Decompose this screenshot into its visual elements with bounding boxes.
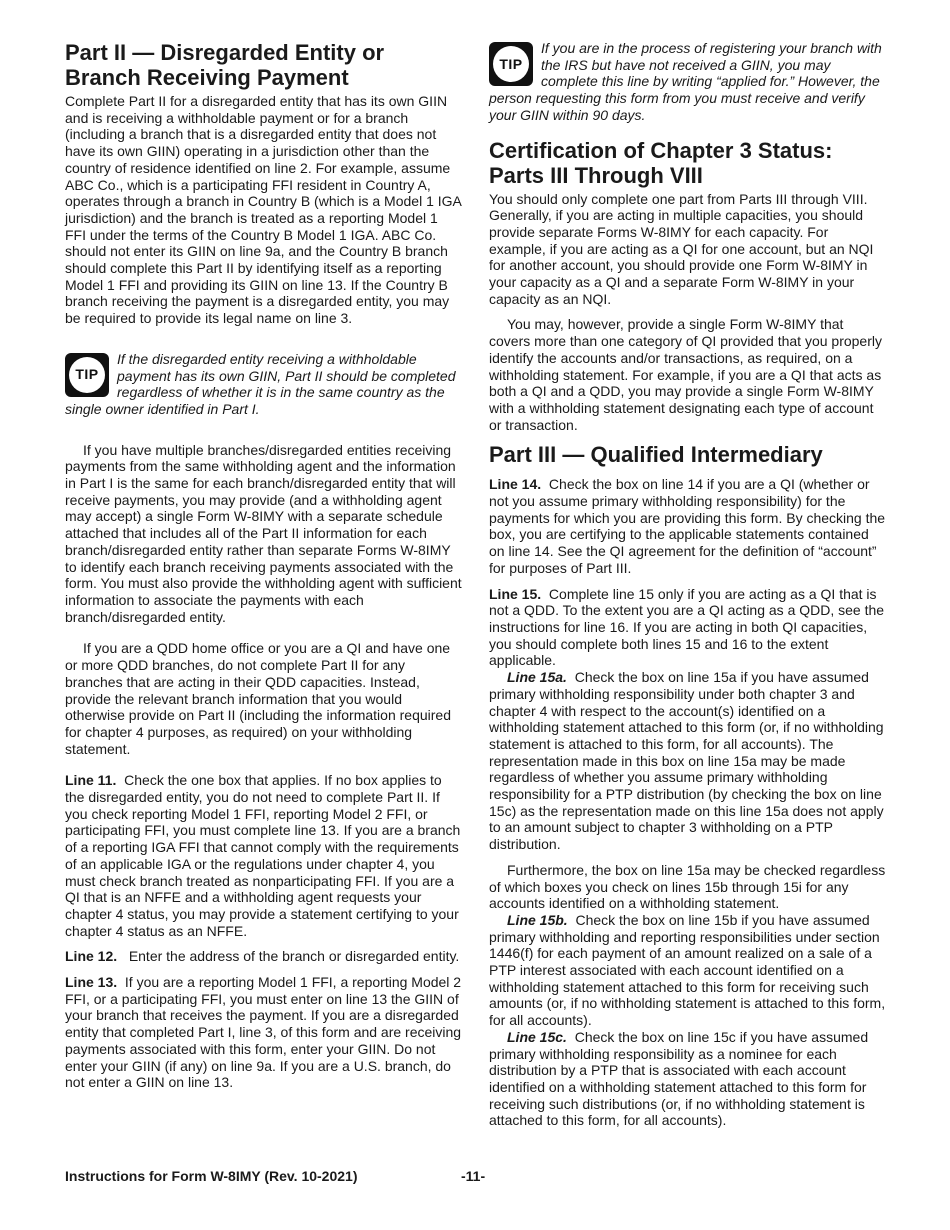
tip-icon bbox=[65, 353, 109, 397]
line12-paragraph bbox=[65, 948, 462, 965]
tip-text: If you are in the process of registering your branch with the IRS but have not received a GIIN, you may complete this line by writing “applied for.” However, the person requesting this form from you must receive and verify your GIIN within 90 days. bbox=[489, 40, 882, 123]
right-column bbox=[489, 40, 886, 1129]
line15c-label: Line 15c. bbox=[507, 1028, 567, 1045]
tip-applied-for bbox=[489, 40, 886, 124]
line11-text: Check the one box that applies. If no box applies to the disregarded entity, you do not need to complete Part II. If you check reporting Model 1 FFI, reporting Model 2 FFI, or participating FFI, you must complete line 13. If you are a branch of a reporting IGA FFI that cannot comply with the requirements of an applicable IGA or the regulations under chapter 4, you must check branch treated as nonparticipating FFI. If you are a QI that is an NFFE and a withholding agent requests your chapter 4 status, you may provide a statement certifying to your chapter 4 status as an NFFE. bbox=[65, 772, 461, 939]
tip-icon bbox=[489, 42, 533, 86]
part3-heading: Part III — Qualified Intermediary bbox=[489, 442, 823, 468]
cert-paragraph-2: You may, however, provide a single Form W-8IMY that covers more than one category of QI provided that you properly identify the accounts and/or transactions, as required, on a withholding statement. For example, if you are a QI that acts as both a QI and a QDD, you may provide a single Form W-8IMY with a withholding statement designating each type of account or transaction. bbox=[489, 316, 882, 433]
line11-label: Line 11. bbox=[65, 772, 117, 789]
furthermore-paragraph: Furthermore, the box on line 15a may be checked regardless of which boxes you check on lines 15b through 15i for any accounts identified on a withholding statement. bbox=[489, 861, 886, 912]
line15-label: Line 15. bbox=[489, 585, 542, 602]
part2-intro: Complete Part II for a disregarded entity that has its own GIIN and is receiving a withholdable payment or for a branch (including a branch that is a disregarded entity that does not have its own GIIN) operating in a jurisdiction other than the country of residence identified on line 2. For example, assume ABC Co., which is a participating FFI resident in Country A, operates through a branch in Country B (which is a Model 1 IGA jurisdiction) and the branch is treated as a reporting Model 1 FFI under the terms of the Country B Model 1 IGA. ABC Co. should not enter its GIIN on line 9a, and the Country B branch should complete this Part II by identifying itself as a reporting Model 1 FFI and providing its GIIN on line 13. If the Country B branch receiving the payment is a disregarded entity, you may be required to provide its legal name on line 3. bbox=[65, 93, 462, 327]
line15a-label: Line 15a. bbox=[507, 669, 567, 686]
line13-label: Line 13. bbox=[65, 974, 118, 991]
line13-paragraph bbox=[65, 974, 462, 1091]
footer-form-title: Instructions for Form W-8IMY (Rev. 10-2021) bbox=[65, 1168, 358, 1184]
line14-label: Line 14. bbox=[489, 476, 542, 493]
part2-heading: Part II — Disregarded Entity or Branch Receiving Payment bbox=[65, 40, 385, 90]
line12-text: Enter the address of the branch or disregarded entity. bbox=[128, 948, 460, 965]
para-multiple-branches: If you have multiple branches/disregarded entities receiving payments from the same withholding agent and the information in Part I is the same for each branch/disregarded entity that will receive payments, you may provide (and a withholding agent may accept) a single Form W-8IMY with a separate schedule attached that includes all of the Part II information for each branch/disregarded entity rather than separate Forms W-8IMY to identify each branch receiving payments associated with the form. You must also provide the withholding agent with sufficient information to associate the payments with each branch/disregarded entity. bbox=[65, 441, 462, 625]
line15b-paragraph bbox=[489, 912, 886, 1029]
para-qdd: If you are a QDD home office or you are a QI and have one or more QDD branches, do not complete Part II for any branches that are acting in their QDD capacities. Instead, provide the relevant branch information that you would otherwise provide on Part II (including the information required for chapter 4 purposes, as required) on your withholding statement. bbox=[65, 640, 451, 757]
line12-label: Line 12. bbox=[65, 948, 118, 965]
page-footer bbox=[65, 1168, 886, 1186]
line14-text: Check the box on line 14 if you are a QI (whether or not you assume primary withholding responsibility) for the payments for which you are providing this form. By checking the box, you are certifying to the applicable statements contained on line 14. See the QI agreement for the definition of “account” for purposes of Part III. bbox=[489, 476, 886, 576]
line15c-paragraph bbox=[489, 1029, 886, 1129]
line15a-paragraph bbox=[489, 669, 886, 853]
line14-paragraph bbox=[489, 476, 886, 576]
line15b-label: Line 15b. bbox=[507, 911, 568, 928]
line15c-text: Check the box on line 15c if you have assumed primary withholding responsibility as a nominee for each distribution by a PTP that is associated with each account identified on a withholding statement attached to this form for receiving such distributions (or, if no withholding statement is attached to this form, for all accounts). bbox=[489, 1028, 869, 1129]
tip-disregarded-entity bbox=[65, 351, 462, 418]
left-column bbox=[65, 40, 462, 1091]
line15-text: Complete line 15 only if you are acting as a QI that is not a QDD. To the extent you are a QI acting as a QDD, see the instructions for line 16. If you are acting in both QI capacities, you should complete both lines 15 and 16 to the extent applicable. bbox=[489, 585, 885, 669]
footer-page-number: -11- bbox=[461, 1168, 486, 1184]
tip-icon-label: TIP bbox=[69, 357, 105, 393]
line13-text: If you are a reporting Model 1 FFI, a reporting Model 2 FFI, or a participating FFI, you must enter on line 13 the GIIN of your branch that receives the payment. If you are a disregarded entity that completed Part I, line 3, of this form and are receiving payments associated with this form, enter your GIIN. Do not enter your GIIN (if any) on line 9a. If you are a U.S. branch, do not enter a GIIN on line 13. bbox=[65, 974, 462, 1091]
line15-paragraph bbox=[489, 586, 886, 670]
tip-text: If the disregarded entity receiving a withholdable payment has its own GIIN, Part II should be completed regardless of whether it is in the same country as the single owner identified in Part I. bbox=[65, 350, 456, 417]
line15b-text: Check the box on line 15b if you have assumed primary withholding and reporting responsibilities under section 1446(f) for each payment of an amount realized on a sale of a PTP interest associated with each account identified on a withholding statement attached to this form for receiving such amounts (or, if no withholding statement is attached to this form, for all accounts). bbox=[489, 911, 886, 1029]
line15a-text: Check the box on line 15a if you have assumed primary withholding responsibility under both chapter 3 and chapter 4 with respect to the account(s) identified on a withholding statement attached to this form (or, if no withholding statement is attached to this form, for all accounts). The representation made in this box on line 15a may be made regardless of whether you assume primary withholding responsibility for a PTP distribution (by checking the box on line 15c) as the representation made on this line 15a does not apply to an amount subject to chapter 3 withholding on a PTP distribution. bbox=[489, 669, 884, 853]
cert-paragraph-1: You should only complete one part from Parts III through VIII. Generally, if you are acting in multiple capacities, you should provide separate Forms W-8IMY for each capacity. For example, if you are acting as a QI for one account, but an NQI for another account, you should provide one Form W-8IMY in your capacity as a QI and a separate Form W-8IMY in your capacity as an NQI. bbox=[489, 190, 874, 307]
certification-heading: Certification of Chapter 3 Status: Parts III Through VIII bbox=[489, 137, 833, 188]
line11-paragraph bbox=[65, 772, 462, 939]
tip-icon-label: TIP bbox=[493, 46, 529, 82]
